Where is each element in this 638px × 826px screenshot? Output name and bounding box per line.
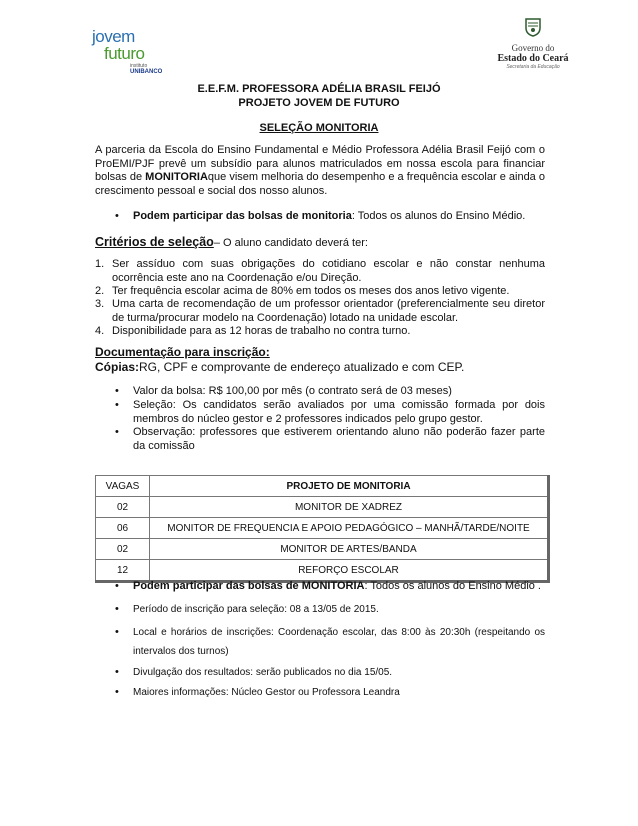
docs-copies <box>95 360 464 374</box>
cell-vagas: 12 <box>96 560 150 582</box>
logo-estado: Estado do Ceará <box>497 53 569 64</box>
table-row <box>96 560 549 582</box>
bullet-dot: • <box>115 686 119 698</box>
intro-bold: MONITORIA <box>145 171 208 183</box>
logo-governo: Governo do <box>511 43 555 53</box>
eligibility-bullet <box>115 210 545 224</box>
info-bullet <box>115 426 545 453</box>
selection-title: SELEÇÃO MONITORIA <box>259 122 379 134</box>
jovem-de-futuro-logo <box>92 28 162 84</box>
copies-label: Cópias: <box>95 360 140 374</box>
table-row <box>96 539 549 560</box>
cell-vagas: 02 <box>96 539 150 560</box>
logo-word-jovem: jovem <box>92 27 135 46</box>
criteria-intro: – O aluno candidato deverá ter: <box>213 237 368 249</box>
bullet-dot: • <box>115 210 119 222</box>
cell-projeto: MONITOR DE XADREZ <box>150 497 549 518</box>
schedule-bullet <box>115 623 545 661</box>
schedule-bullet-text: Período de inscrição para seleção: 08 a 13/05 de 2015. <box>133 604 379 615</box>
eligibility-bullet-2 <box>115 580 545 594</box>
criteria-number: 4. <box>95 325 105 337</box>
eligibility2-bold: Podem participar das bolsas de MONITORIA <box>133 580 365 592</box>
criteria-text: Disponibilidade para as 12 horas de trabalho no contra turno. <box>112 325 411 337</box>
info-bullet-text: Valor da bolsa: R$ 100,00 por mês (o contrato será de 03 meses) <box>133 385 452 397</box>
cell-projeto: REFORÇO ESCOLAR <box>150 560 549 582</box>
criteria-text: Ser assíduo com suas obrigações do cotidiano escolar e não constar nenhuma ocorrência este ano na Coordenação e/ou Direção. <box>112 258 545 284</box>
info-bullet-text: Observação: professores que estiverem orientando aluno não poderão fazer parte da comissão <box>133 426 545 452</box>
intro-part1: A parceria da Escola do Ensino Fundamental e Médio Professora Adélia Brasil Feijó com o ProEMI/PJF prevê um subsídio para alunos matriculados em nossa escola para financiar bolsas de <box>95 144 545 183</box>
logo-unibanco: UNIBANCO <box>130 69 163 75</box>
criteria-item <box>95 285 545 299</box>
criteria-item <box>95 325 545 339</box>
criteria-number: 3. <box>95 298 105 310</box>
schedule-bullet-text: Local e horários de inscrições: Coordenação escolar, das 8:00 às 20:30h (respeitando os intervalos dos turnos) <box>133 627 545 657</box>
criteria-number: 2. <box>95 285 105 297</box>
criteria-number: 1. <box>95 258 105 270</box>
table-row <box>96 497 549 518</box>
criteria-item <box>95 298 545 325</box>
school-title: E.E.F.M. PROFESSORA ADÉLIA BRASIL FEIJÓ <box>197 83 441 95</box>
logo-secretaria: Secretaria da Educação <box>506 64 560 70</box>
eligibility2-rest: : Todos os alunos do Ensino Médio . <box>364 580 541 592</box>
cell-projeto: MONITOR DE ARTES/BANDA <box>150 539 549 560</box>
bullet-dot: • <box>115 626 119 638</box>
state-crest-icon <box>524 17 542 37</box>
table-header-row <box>96 476 549 497</box>
schedule-bullet <box>115 603 545 617</box>
bullet-dot: • <box>115 385 119 397</box>
eligibility-bold: Podem participar das bolsas de monitoria <box>133 210 352 222</box>
schedule-bullet <box>115 666 545 680</box>
info-bullet <box>115 385 545 399</box>
bullet-dot: • <box>115 666 119 678</box>
header-vagas: VAGAS <box>96 476 150 497</box>
header-projeto: PROJETO DE MONITORIA <box>150 476 549 497</box>
vacancies-table <box>95 475 550 583</box>
docs-heading: Documentação para inscrição: <box>95 345 270 359</box>
criteria-title: Critérios de seleção <box>95 235 214 249</box>
intro-paragraph <box>95 144 545 198</box>
schedule-bullet <box>115 686 545 700</box>
copies-text: RG, CPF e comprovante de endereço atualizado e com CEP. <box>139 360 465 374</box>
criteria-text: Ter frequência escolar acima de 80% em todos os meses dos anos letivo vigente. <box>112 285 510 297</box>
bullet-dot: • <box>115 580 119 592</box>
bullet-dot: • <box>115 603 119 615</box>
info-bullet-text: Seleção: Os candidatos serão avaliados por uma comissão formada por dois membros do núcleo gestor e 2 professores indicados pelo grupo gestor. <box>133 399 545 425</box>
eligibility-rest: : Todos os alunos do Ensino Médio. <box>351 210 526 222</box>
table-row <box>96 518 549 539</box>
criteria-item <box>95 258 545 285</box>
logo-word-futuro: futuro <box>104 44 145 63</box>
project-title: PROJETO JOVEM DE FUTURO <box>238 97 400 109</box>
governo-ceara-logo <box>488 17 578 79</box>
bullet-dot: • <box>115 426 119 438</box>
criteria-text: Uma carta de recomendação de um professor orientador (preferencialmente seu diretor de turma/procurar modelo na Coordenação) lotado na unidade escolar. <box>112 298 545 324</box>
bullet-dot: • <box>115 399 119 411</box>
criteria-heading <box>95 235 368 249</box>
schedule-bullet-text: Maiores informações: Núcleo Gestor ou Professora Leandra <box>133 687 400 698</box>
schedule-bullet-text: Divulgação dos resultados: serão publicados no dia 15/05. <box>133 667 393 678</box>
cell-projeto: MONITOR DE FREQUENCIA E APOIO PEDAGÓGICO – MANHÃ/TARDE/NOITE <box>150 518 549 539</box>
logo-instituto: instituto <box>130 63 148 69</box>
cell-vagas: 02 <box>96 497 150 518</box>
info-bullet <box>115 399 545 426</box>
intro-part2: que visem melhoria do desempenho e a frequência escolar e ainda o crescimento pessoal e social dos nosso alunos. <box>95 171 545 197</box>
cell-vagas: 06 <box>96 518 150 539</box>
